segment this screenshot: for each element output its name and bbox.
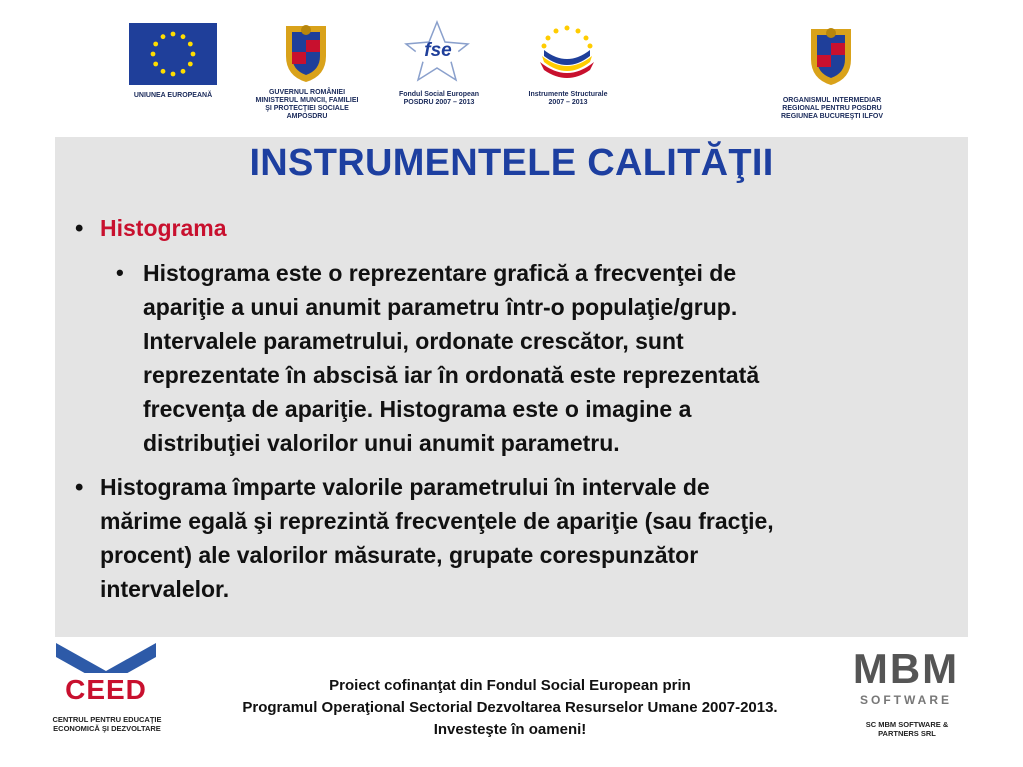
bullet-2-line: mărime egală şi reprezintă frecvenţele de apariţie (sau fracţie, (100, 508, 774, 534)
logo-caption-fse: Fondul Social European POSDRU 2007 – 2013 (398, 91, 480, 107)
bullet-2-line: intervalelor. (100, 576, 230, 602)
ceed-text: CEED (65, 674, 147, 705)
ceed-caption: CENTRUL PENTRU EDUCAŢIE ECONOMICĂ ŞI DEZVOLTARE (52, 715, 162, 733)
eu-star (171, 32, 176, 37)
sub-line: distribuţiei valorilor unui anumit parametru. (143, 430, 620, 456)
mbm-sub: SOFTWARE (860, 693, 952, 707)
footer-line: Programul Operaţional Sectorial Dezvoltarea Resurselor Umane 2007-2013. (242, 699, 778, 716)
bullet-2-line: procent) ale valorilor măsurate, grupate corespunzător (100, 542, 699, 568)
footer-line: Proiect cofinanţat din Fondul Social European prin (329, 677, 691, 694)
eu-star (188, 42, 193, 47)
bullet-2-line: Histograma împarte valorile parametrului în intervale de (100, 474, 710, 500)
eu-star (161, 34, 166, 39)
eu-star (181, 34, 186, 39)
sub-line: frecvenţa de apariţie. Histograma este o imagine a (143, 396, 692, 422)
structural-instruments-icon (532, 22, 602, 86)
sub-line: apariţie a unui anumit parametru într-o populaţie/grup. (143, 294, 738, 320)
eu-star (188, 62, 193, 67)
footer-line: Investeşte în oameni! (433, 721, 587, 738)
mbm-text: MBM (852, 645, 960, 692)
fse-text: fse (424, 40, 452, 61)
eu-flag-icon (129, 23, 217, 85)
eu-star (161, 69, 166, 74)
sub-line: reprezentate în abscisă iar în ordonată este reprezentată (143, 362, 760, 388)
eu-star (171, 72, 176, 77)
eu-star (191, 52, 196, 57)
logo-caption-eu: UNIUNEA EUROPEANĂ (133, 92, 213, 99)
sub-line: Intervalele parametrului, ordonate crescător, sunt (143, 328, 684, 354)
eu-star (181, 69, 186, 74)
eu-star (151, 52, 156, 57)
eu-star (153, 62, 158, 67)
logo-caption-structural: Instrumente Structurale 2007 – 2013 (528, 91, 608, 107)
slide-title: INSTRUMENTELE CALITĂŢII (249, 142, 774, 184)
romania-coat-of-arms-icon (282, 22, 330, 84)
bullet-dot: • (75, 215, 84, 242)
bullet-1-label: Histograma (100, 215, 227, 241)
bullet-dot: • (75, 474, 84, 501)
sub-bullet-dot: • (116, 260, 124, 285)
sub-line: Histograma este o reprezentare grafică a frecvenţei de (143, 260, 737, 286)
mbm-caption: SC MBM SOFTWARE & PARTNERS SRL (865, 720, 949, 738)
romania-coat-of-arms-icon (807, 25, 855, 89)
eu-star (153, 42, 158, 47)
logo-caption-guvern: GUVERNUL ROMÂNIEI MINISTERUL MUNCII, FAMILIEI ŞI PROTECŢIEI SOCIALE AMPOSDRU (255, 89, 359, 121)
logo-caption-oir: ORGANISMUL INTERMEDIAR REGIONAL PENTRU POSDRU REGIUNEA BUCUREŞTI ILFOV (780, 97, 884, 121)
